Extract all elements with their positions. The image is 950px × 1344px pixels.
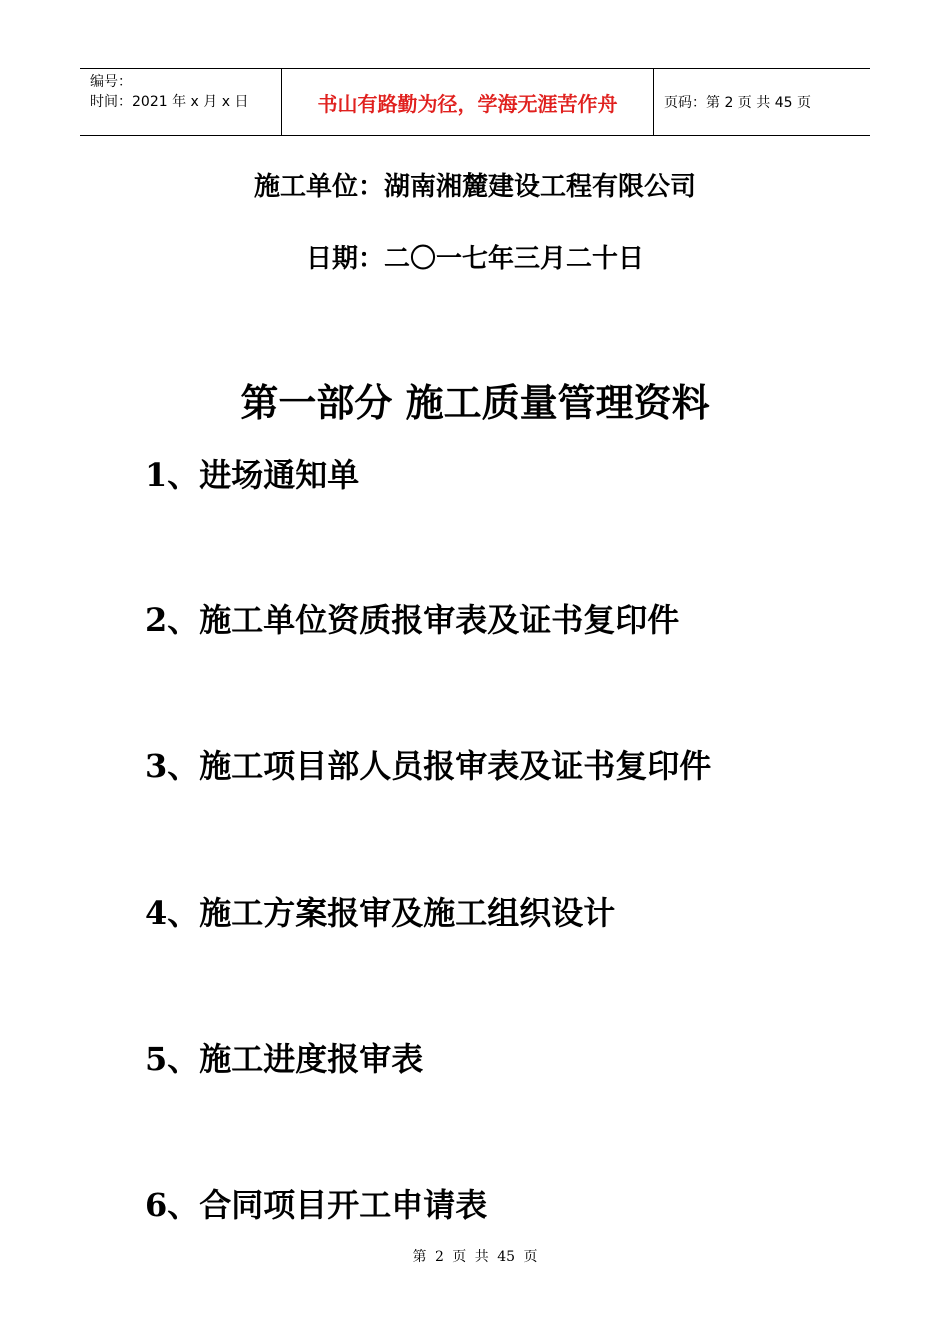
page-footer: 第 2 页 共 45 页 (412, 1249, 538, 1265)
list-item: 5、施工进度报审表 (145, 1040, 424, 1078)
number-label: 编号： (90, 74, 132, 90)
header-table (80, 68, 870, 136)
motto: 书山有路勤为径，学海无涯苦作舟 (281, 69, 654, 135)
section-title: 第一部分 施工质量管理资料 (240, 380, 710, 425)
list-item: 6、合同项目开工申请表 (145, 1186, 488, 1224)
time-label: 时间：2021 年 x 月 x 日 (90, 94, 249, 110)
date-line: 日期：二〇一七年三月二十日 (305, 244, 644, 274)
header-left-cell (80, 69, 281, 135)
list-item: 1、进场通知单 (145, 456, 360, 494)
list-item: 4、施工方案报审及施工组织设计 (145, 894, 616, 932)
list-item: 2、施工单位资质报审表及证书复印件 (145, 601, 680, 639)
company-line: 施工单位：湖南湘麓建设工程有限公司 (253, 172, 696, 202)
page-info: 页码：第 2 页 共 45 页 (664, 95, 811, 111)
list-item: 3、施工项目部人员报审表及证书复印件 (145, 747, 712, 785)
